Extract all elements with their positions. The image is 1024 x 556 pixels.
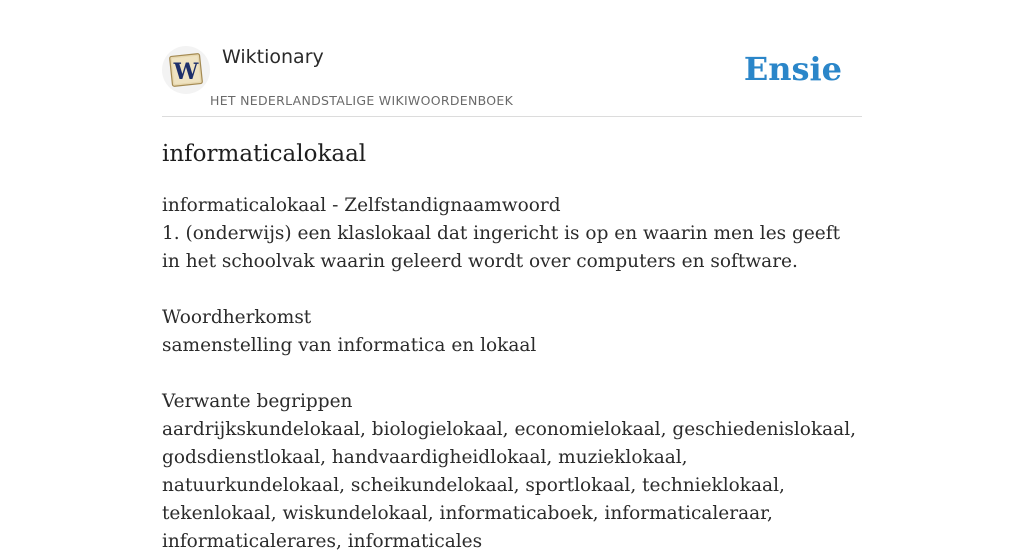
ensie-brand-link[interactable]: Ensie bbox=[743, 50, 842, 88]
entry-body: informaticalokaal - Zelfstandignaamwoord 1. (onderwijs) een klaslokaal dat ingericht is op en waarin men les geeft in het schoolvak waarin geleerd wordt over computers en software. Woordherkomst samenstelling van informatica en lokaal Verwante begrippen aardrijkskundelokaal, biologielokaal, economielokaal, geschiedenislokaal, godsdienstlokaal, handvaardigheidlokaal, muzieklokaal, natuurkundelokaal, scheikundelokaal, sportlokaal, technieklokaal, tekenlokaal, wiskundelokaal, informaticaboek, informaticaleraar, informaticalerares, informaticales bbox=[162, 195, 857, 552]
entry-content bbox=[162, 138, 862, 556]
wiktionary-logo-icon[interactable] bbox=[162, 46, 210, 94]
page-title: informaticalokaal bbox=[162, 141, 367, 167]
site-header bbox=[162, 0, 862, 117]
svg-text:W: W bbox=[173, 59, 199, 85]
site-name[interactable]: Wiktionary bbox=[222, 46, 324, 68]
site-tagline: HET NEDERLANDSTALIGE WIKIWOORDENBOEK bbox=[210, 93, 514, 108]
